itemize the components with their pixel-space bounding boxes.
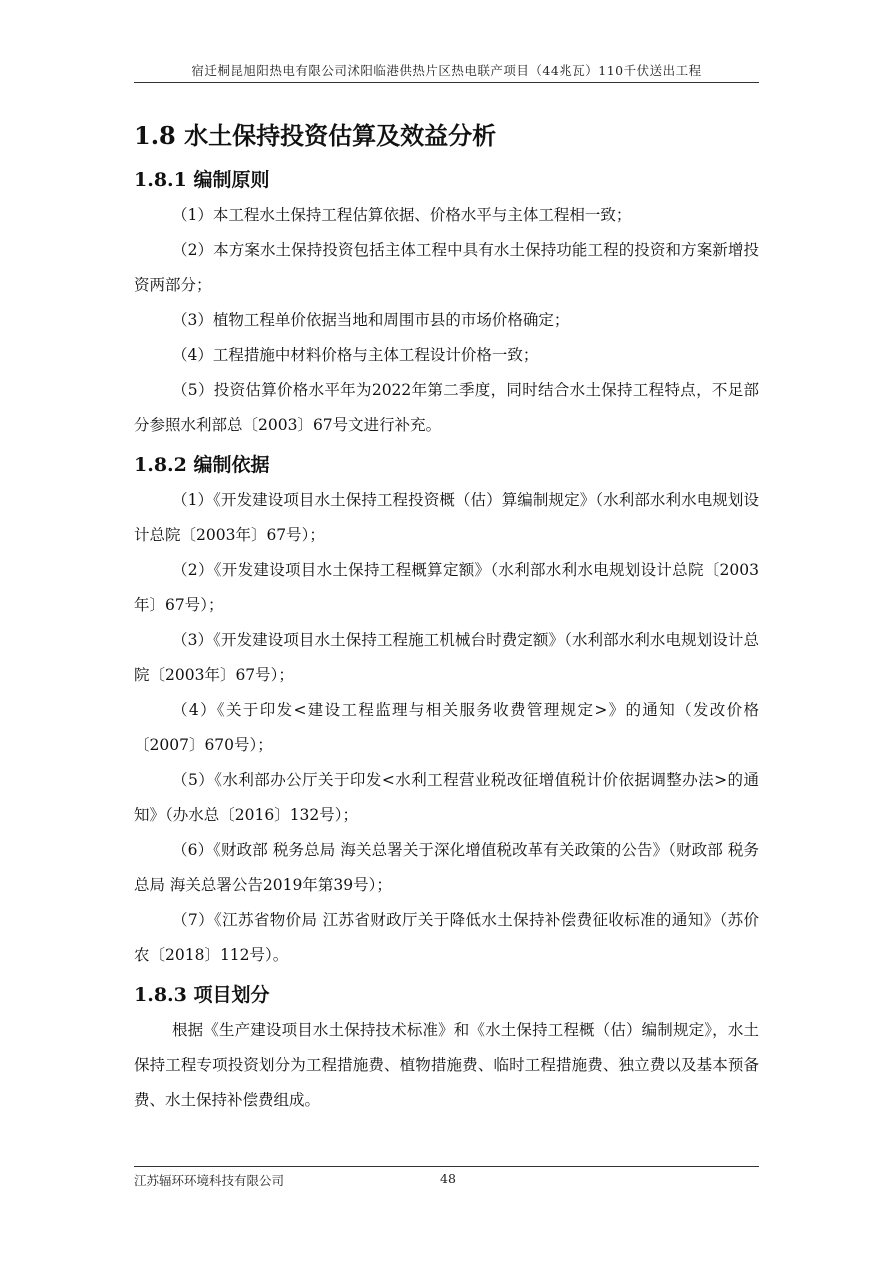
header-divider bbox=[134, 82, 759, 83]
paragraph: （2）本方案水土保持投资包括主体工程中具有水土保持功能工程的投资和方案新增投资两部分； bbox=[134, 241, 759, 294]
page-number: 48 bbox=[440, 1171, 456, 1186]
subsection-title-basis: 1.8.2 编制依据 bbox=[134, 454, 270, 476]
paragraph: （2）《开发建设项目水土保持工程概算定额》（水利部水利水电规划设计总院〔2003年〕67号）； bbox=[134, 561, 759, 614]
subsection-title-division: 1.8.3 项目划分 bbox=[134, 984, 270, 1006]
paragraph: （4）工程措施中材料价格与主体工程设计价格一致； bbox=[172, 346, 539, 364]
running-header: 宿迁桐昆旭阳热电有限公司沭阳临港供热片区热电联产项目（44兆瓦）110千伏送出工程 bbox=[191, 63, 702, 78]
paragraph: （7）《江苏省物价局 江苏省财政厅关于降低水土保持补偿费征收标准的通知》（苏价农〔2018〕112号）。 bbox=[134, 911, 759, 964]
paragraph: （1）《开发建设项目水土保持工程投资概（估）算编制规定》（水利部水利水电规划设计总院〔2003年〕67号）； bbox=[134, 491, 759, 544]
paragraph: （6）《财政部 税务总局 海关总署关于深化增值税改革有关政策的公告》（财政部 税务总局 海关总署公告2019年第39号）； bbox=[134, 841, 759, 894]
footer-company: 江苏辐环环境科技有限公司 bbox=[134, 1173, 285, 1188]
paragraph: （5）《水利部办公厅关于印发<水利工程营业税改征增值税计价依据调整办法>的通知》（办水总〔2016〕132号）； bbox=[134, 771, 759, 824]
paragraph: （1）本工程水土保持工程估算依据、价格水平与主体工程相一致； bbox=[172, 206, 632, 224]
paragraph: 根据《生产建设项目水土保持技术标准》和《水土保持工程概（估）编制规定》，水土保持工程专项投资划分为工程措施费、植物措施费、临时工程措施费、独立费以及基本预备费、水土保持补偿费组成。 bbox=[134, 1021, 759, 1109]
paragraph: （3）植物工程单价依据当地和周围市县的市场价格确定； bbox=[172, 311, 570, 329]
paragraph: （4）《关于印发<建设工程监理与相关服务收费管理规定>》的通知（发改价格〔2007〕670号）； bbox=[134, 701, 759, 754]
paragraph: （3）《开发建设项目水土保持工程施工机械台时费定额》（水利部水利水电规划设计总院〔2003年〕67号）； bbox=[134, 631, 759, 684]
subsection-title-principles: 1.8.1 编制原则 bbox=[134, 169, 270, 191]
section-title: 1.8 水土保持投资估算及效益分析 bbox=[134, 121, 497, 150]
paragraph: （5）投资估算价格水平年为2022年第二季度，同时结合水土保持工程特点，不足部分参照水利部总〔2003〕67号文进行补充。 bbox=[134, 381, 759, 434]
footer-divider bbox=[134, 1166, 759, 1167]
